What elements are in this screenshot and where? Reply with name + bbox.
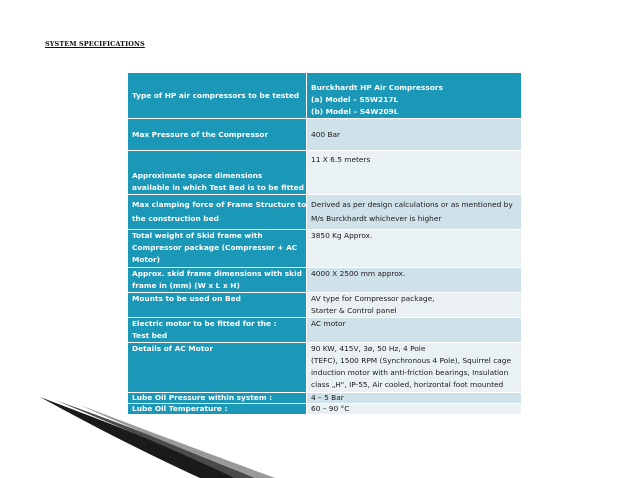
spec-label: Lube Oil Temperature : bbox=[132, 404, 228, 413]
spec-label-cell bbox=[128, 404, 307, 415]
spec-label-cell bbox=[128, 119, 307, 151]
spec-label-cell bbox=[128, 73, 307, 119]
spec-value: AC motor bbox=[311, 319, 346, 328]
spec-label: Max clamping force of Frame Structure to bbox=[132, 200, 307, 209]
spec-value: Starter & Control panel bbox=[311, 306, 397, 315]
spec-value: induction motor with anti-friction bearings, Insulation bbox=[311, 368, 509, 377]
spec-label-cell bbox=[128, 230, 307, 268]
spec-value-cell bbox=[307, 73, 522, 119]
spec-value: AV type for Compressor package, bbox=[311, 294, 435, 303]
spec-value-cell bbox=[307, 404, 522, 415]
table-row bbox=[128, 343, 522, 393]
spec-label: the construction bed bbox=[132, 214, 219, 223]
spec-label: Approximate space dimensions bbox=[132, 171, 263, 180]
spec-value: (b) Model – S4W209L bbox=[311, 107, 399, 116]
spec-value: 90 KW, 415V, 3ø, 50 Hz, 4 Pole bbox=[311, 344, 426, 353]
spec-label-cell bbox=[128, 318, 307, 343]
specifications-table bbox=[127, 72, 522, 415]
spec-value: 400 Bar bbox=[311, 129, 341, 139]
spec-value: 4000 X 2500 mm approx. bbox=[311, 269, 406, 278]
spec-value: Derived as per design calculations or as mentioned by bbox=[311, 200, 513, 209]
table-row bbox=[128, 119, 522, 151]
spec-value-cell bbox=[307, 119, 522, 151]
spec-value-cell bbox=[307, 195, 522, 230]
spec-label-cell bbox=[128, 151, 307, 195]
spec-label-cell bbox=[128, 268, 307, 293]
table-row bbox=[128, 293, 522, 318]
table-row bbox=[128, 151, 522, 195]
spec-label-cell bbox=[128, 195, 307, 230]
spec-label-cell bbox=[128, 393, 307, 404]
table-row bbox=[128, 318, 522, 343]
spec-value: class „H“, IP-55, Air cooled, horizontal foot mounted bbox=[311, 380, 504, 389]
spec-label-cell bbox=[128, 293, 307, 318]
table-row bbox=[128, 404, 522, 415]
spec-value-cell bbox=[307, 230, 522, 268]
table-row bbox=[128, 230, 522, 268]
spec-label: Motor) bbox=[132, 255, 161, 264]
spec-value: (TEFC), 1500 RPM (Synchronous 4 Pole), Squirrel cage bbox=[311, 356, 512, 365]
spec-label: Details of AC Motor bbox=[132, 344, 213, 353]
spec-label: available in which Test Bed is to be fitted bbox=[132, 183, 304, 192]
spec-label: frame in (mm) (W x L x H) bbox=[132, 281, 240, 290]
spec-value: 60 – 90 °C bbox=[311, 404, 350, 413]
table-row bbox=[128, 195, 522, 230]
spec-value-cell bbox=[307, 318, 522, 343]
spec-value-cell bbox=[307, 293, 522, 318]
spec-label: Test bed bbox=[132, 331, 168, 340]
spec-label: Mounts to be used on Bed bbox=[132, 294, 241, 303]
spec-label: Lube Oil Pressure within system : bbox=[132, 393, 273, 402]
spec-value-cell bbox=[307, 343, 522, 393]
spec-label: Type of HP air compressors to be tested bbox=[132, 90, 300, 100]
spec-value: (a) Model – S5W217L bbox=[311, 95, 399, 104]
spec-label: Approx. skid frame dimensions with skid bbox=[132, 269, 302, 278]
spec-label-cell bbox=[128, 343, 307, 393]
table-row bbox=[128, 268, 522, 293]
spec-value: 4 – 5 Bar bbox=[311, 393, 344, 402]
spec-value: M/s Burckhardt whichever is higher bbox=[311, 214, 442, 223]
spec-value: 11 X 6.5 meters bbox=[311, 155, 371, 164]
spec-value: Burckhardt HP Air Compressors bbox=[311, 83, 443, 92]
spec-value: 3850 Kg Approx. bbox=[311, 231, 373, 240]
table-row bbox=[128, 73, 522, 119]
spec-value-cell bbox=[307, 151, 522, 195]
spec-value-cell bbox=[307, 268, 522, 293]
spec-label: Compressor package (Compressor + AC bbox=[132, 243, 298, 252]
spec-label: Max Pressure of the Compressor bbox=[132, 129, 268, 139]
spec-label: Total weight of Skid frame with bbox=[132, 231, 263, 240]
page-title: SYSTEM SPECIFICATIONS bbox=[45, 40, 145, 48]
spec-value-cell bbox=[307, 393, 522, 404]
spec-label: Electric motor to be fitted for the : bbox=[132, 319, 277, 328]
table-row bbox=[128, 393, 522, 404]
